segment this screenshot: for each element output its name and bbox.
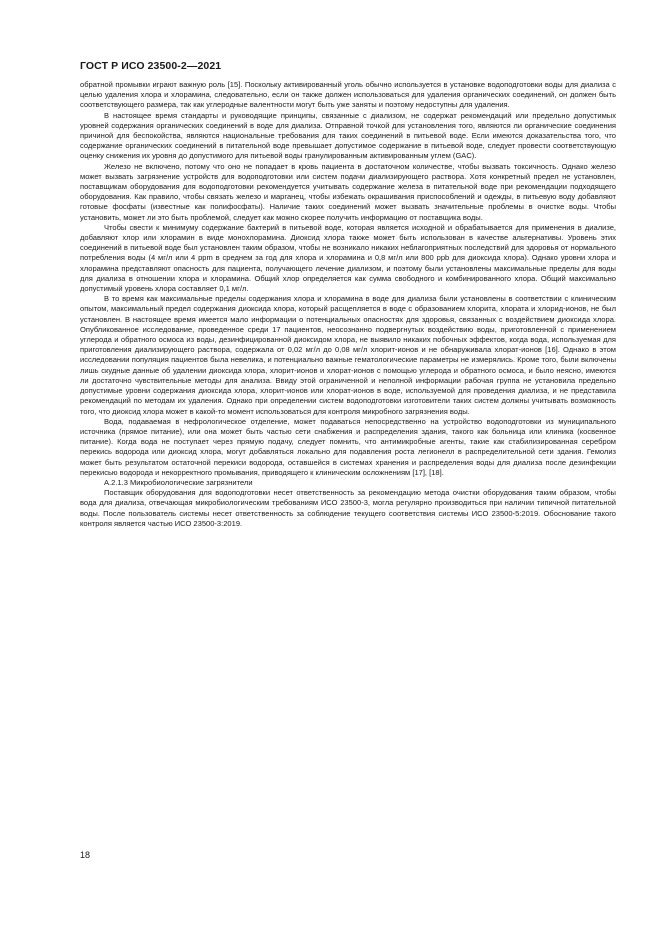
paragraph: В настоящее время стандарты и руководящие принципы, связанные с диализом, не содержат рекомендаций или предельно допустимых уровней содержания органических соединений в воде для диализа. Отправной точкой для установления того, являются ли органические соединения причиной для беспокойства, являются национальные требования для таких соединений в питьевой воде. Если имеются доказательства того, что содержание органических соединений в питательной воде превышает допустимое содержание в питьевой воде, следует провести соответствующую оценку снижения их уровня до допустимого для питьевой воды гранулированным активированным углем (GAC). <box>80 110 616 161</box>
section-heading: А.2.1.3 Микробиологические загрязнители <box>104 477 253 487</box>
page-number: 18 <box>80 850 91 860</box>
paragraph: В то время как максимальные пределы содержания хлора и хлорамина в воде для диализа были установлены в соответствии с клиническим опытом, максимальный предел содержания диоксида хлора, который расщепляется в воде с образованием хлорита, хлората и хлорид-ионов, не был установлен. В настоящее время имеется мало информации о потенциальных опасностях для здоровья, связанных с воздействием диоксида хлора. Опубликованное исследование, проведенное среди 17 пациентов, неосознанно подвергнутых воздействию воды, приготовленной с применением углерода и обратного осмоса из воды, дезинфицированной диоксидом хлора, не выявило никаких побочных эффектов, когда вода, используемая для приготовления диализирующего раствора, содержала от 0,02 мг/л до 0,08 мг/л хлорит-ионов и не обнаруживала хлорат-ионов [16]. Однако в этом исследовании популяция пациентов была невелика, и потенциально важные гематологические параметры не измерялись. Кроме того, были включены лишь скудные данные об удалении диоксида хлора, хлорит-ионов и хлорат-ионов с помощью углерода и обратного осмоса, и было неясно, имеются ли достаточно чувствительные методы для анализа. Ввиду этой ограниченной и неполной информации рабочая группа не установила предельно допустимые уровни содержания диоксида хлора, хлорит-ионов или хлорат-ионов в воде, используемой для проведения диализа, и не представила рекомендаций по методам их удаления. Однако при определении систем водоподготовки изготовители таких систем должны учитывать возможность того, что диоксид хлора может в какой-то момент использоваться для контроля микробного загрязнения воды. <box>80 294 616 416</box>
document-body <box>80 80 616 529</box>
document-header: ГОСТ Р ИСО 23500-2—2021 <box>80 60 222 72</box>
paragraph: Вода, подаваемая в нефрологическое отделение, может подаваться непосредственно на устройство водоподготовки из муниципального источника (прямое питание), или она может быть частью сети снабжения и распределения здания, такого как больница или клиника (косвенное питание). Когда вода не поступает через прямую подачу, следует помнить, что антимикробные агенты, такие как стабилизированная серебром перекись водорода или диоксид хлора, могут добавляться локально для подавления роста легионелл в распределительной сети здания. Гемолиз может быть результатом остаточной перекиси водорода, оставшейся в системах хранения и распределения воды для диализа после дезинфекции перекисью водорода и некорректного промывания, приводящего к клиническим осложнениям [17], [18]. <box>80 416 616 477</box>
paragraph: обратной промывки играют важную роль [15]. Поскольку активированный уголь обычно используется в установке водоподготовки воды для диализа с целью удаления хлора и хлорамина, следовательно, если он также должен использоваться для удаления органических соединений, он должен быть соответствующего размера, так как углеродные валентности могут быть уже заняты и поэтому недоступны для удаления. <box>80 80 616 110</box>
paragraph: Железо не включено, потому что оно не попадает в кровь пациента в достаточном количестве, чтобы вызвать токсичность. Однако железо может вызвать загрязнение устройств для водоподготовки или систем подачи диализирующего раствора. Хотя конкретный предел не установлен, поставщикам оборудования для водоподготовки рекомендуется учитывать содержание железа в питательной воде при рекомендации подходящего оборудования. Как правило, чтобы связать железо и марганец, чтобы избежать окрашивания приспособлений и одежды, в питьевую воду добавляют готовые фосфаты (известные как полифосфаты). Наличие таких соединений может вызвать значительные проблемы в очистке воды. Чтобы установить, может ли это быть проблемой, следует как можно скорее получить информацию от поставщика воды. <box>80 161 616 222</box>
paragraph: Поставщик оборудования для водоподготовки несет ответственность за рекомендацию метода очистки оборудования таким образом, чтобы вода для диализа, отвечающая микробиологическим требованиям ИСО 23500-3, могла регулярно производиться при наличии типичной питательной воды. После пользователь системы несет ответственность за соблюдение текущего соответствия системы ИСО 23500-5:2019. Обоснование такого контроля является частью ИСО 23500-3:2019. <box>80 488 616 528</box>
paragraph: Чтобы свести к минимуму содержание бактерий в питьевой воде, которая является исходной и обрабатывается для применения в диализе, добавляют хлор или хлорамин в виде монохлорамина. Диоксид хлора также может быть использован в качестве альтернативы. Уровень этих соединений в питьевой воде был установлен таким образом, чтобы не возникало никаких неблагоприятных последствий для здоровья от нормального потребления воды (4 мг/л или 4 ppm в среднем за год для хлора и хлорамина и 0,8 мг/л или 800 ppb для диоксида хлора). Однако уровни хлора и хлорамина представляют опасность для пациента, получающего лечение диализом, и поэтому были установлены максимальные пределы для воды для диализа в отношении хлора и хлорамина. Общий хлор определяется как сумма свободного и комбинированного хлора. Общий максимально допустимый уровень хлора составляет 0,1 мг/л. <box>80 222 616 294</box>
